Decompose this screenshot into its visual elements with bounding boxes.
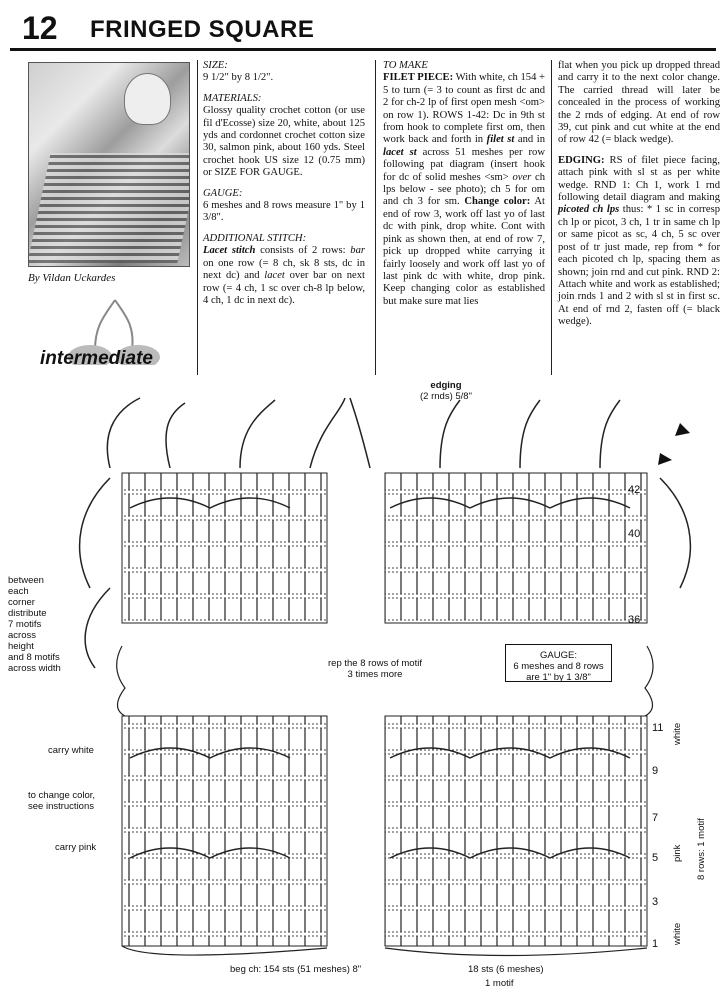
materials-text: Glossy quality crochet cotton (or use fil d'Ecosse) size 20, white, about 125 yds and cordonnet crochet cotton size 30, salmon pink, about 160 yds. Steel crochet hook US size 12 (0.75 mm) or SIZE FOR GAUGE. <box>203 105 365 179</box>
row-number: 36 <box>628 614 641 626</box>
row-number: 11 <box>652 722 664 734</box>
size-heading: SIZE: <box>203 60 228 71</box>
between-corner-note: between each corner distribute 7 motifs across height and 8 motifs across width <box>8 575 61 674</box>
row-number: 42 <box>628 484 641 496</box>
motif-label: 1 motif <box>485 978 514 989</box>
additional-stitch-text: Lacet stitch consists of 2 rows: bar on one row (= 8 ch, sk 8 sts, dc in next dc) and lacet over bar on next row (= 4 ch, 1 sc over ch-8 lp below, 4 ch, 1 dc in next dc). <box>203 245 366 306</box>
column-divider <box>375 60 376 375</box>
gauge-box: GAUGE: 6 meshes and 8 rows are 1" by 1 3/8" <box>505 644 612 682</box>
column-divider <box>197 60 198 375</box>
edging-text: EDGING: RS of filet piece facing, attach pink with sl st as per white wedge. RND 1: Ch 1, work 1 rnd following detail diagram and making picoted ch lps thus: * 1 sc in corresp ch lp or picot, 3 ch, 1 tr in same ch lp or same picot as sc, 4 ch, 5 sc over post of tr just made, rep from * for each picoted ch lp, spacing them as shown; join rnd and cut pink. RND 2: Attach white and work as established; join rnds 1 and 2 with sl st in first sc. At end of rnd 2, fasten off (= black wedge). <box>558 154 720 328</box>
chart-grid-top-left <box>122 473 327 623</box>
beg-ch-label: beg ch: 154 sts (51 meshes) 8" <box>230 964 362 975</box>
carry-white-label: carry white <box>48 745 94 756</box>
row-number: 3 <box>652 896 659 908</box>
page-header <box>10 8 710 48</box>
row-number: 1 <box>652 938 659 950</box>
filet-piece-text: FILET PIECE: With white, ch 154 + 5 to turn (= 3 to count as first dc and 2 for ch-2 lp of first open mesh <om> on row 1). ROWS 1-42: Dc in 9th st from hook to complete first om, then work back and forth in filet st and in lacet st across 51 meshes per row following pat diagram (insert hook for dc of solid meshes <sm> over ch lps below - see photo); ch 5 for om and ch 3 for sm. Change color: At end of row 3, work off last yo of last dc with pink, drop white. Cont with pink as shown then, at end of row 7, pick up dropped white carrying it fairly loosely and work off last yo of last pink dc with white, drop pink. Keep changing color as established but make sure mat lies <box>383 72 546 307</box>
additional-stitch-heading: ADDITIONAL STITCH: <box>203 232 307 244</box>
chart-grid-top-right <box>385 473 647 623</box>
white-wedge-marker <box>675 423 690 436</box>
pattern-photo <box>28 62 190 267</box>
row-number: 40 <box>628 528 641 540</box>
continued-text: flat when you pick up dropped thread and carry it to the next color change. The carried thread will later be concealed in the process of working the 2 rnds of edging. At end of row 39, cut pink and cut white at the end of row 42 (= black wedge). <box>558 60 720 146</box>
row-number: 9 <box>652 765 659 777</box>
side-pink: pink <box>672 844 683 862</box>
side-white-bottom: white <box>672 922 683 945</box>
column-2 <box>383 60 545 316</box>
gauge-text: 6 meshes and 8 rows measure 1" by 1 3/8". <box>203 200 365 224</box>
column-3 <box>558 60 720 337</box>
carry-pink-label: carry pink <box>55 842 97 853</box>
row-number: 5 <box>652 852 659 864</box>
crochet-chart <box>0 388 726 1000</box>
to-make-heading: TO MAKE <box>383 60 428 71</box>
eight-rows-label: 8 rows: 1 motif <box>696 818 707 880</box>
designer-byline: By Vildan Uckardes <box>28 272 116 284</box>
column-1 <box>203 60 365 315</box>
photo-teapot <box>124 73 171 125</box>
beg-chain <box>122 946 647 956</box>
header-rule <box>10 48 716 51</box>
row-number: 7 <box>652 812 659 824</box>
column-divider <box>551 60 552 375</box>
change-color-note: to change color, see instructions <box>28 790 96 812</box>
sts-label: 18 sts (6 meshes) <box>468 964 544 975</box>
pattern-title: FRINGED SQUARE <box>90 16 315 43</box>
materials-heading: MATERIALS: <box>203 92 262 104</box>
side-white-top: white <box>672 722 683 745</box>
gauge-heading: GAUGE: <box>203 187 243 199</box>
photo-mat <box>28 153 190 263</box>
size-text: 9 1/2" by 8 1/2". <box>203 72 274 84</box>
black-wedge-marker <box>658 453 672 465</box>
repeat-note: rep the 8 rows of motif 3 times more <box>328 658 422 680</box>
pattern-number: 12 <box>22 10 58 46</box>
skill-level-badge: intermediate <box>40 348 153 369</box>
edging-label: edging (2 rnds) 5/8" <box>420 380 472 402</box>
